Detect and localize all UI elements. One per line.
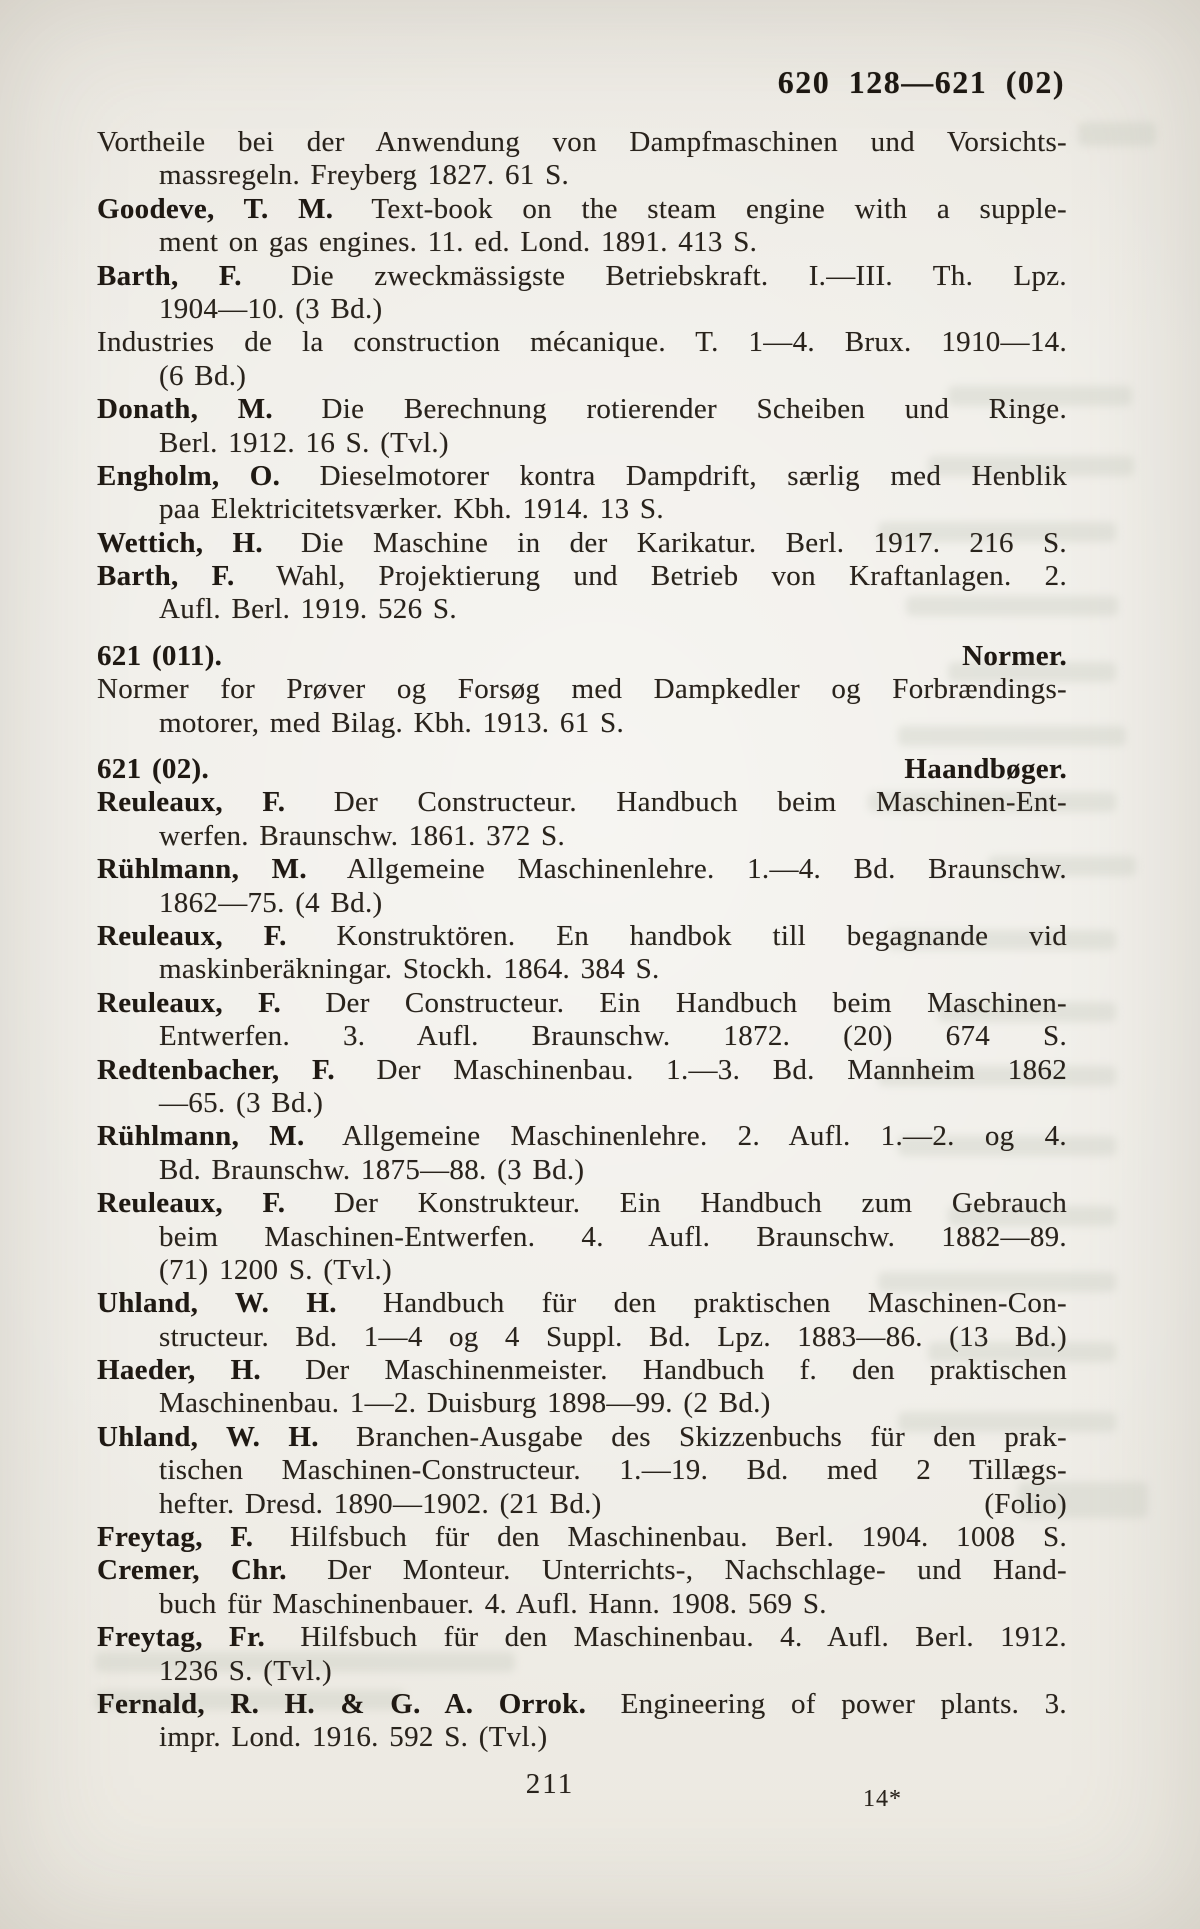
entry-text: 1236 S. (Tvl.) bbox=[159, 1654, 332, 1687]
entry-author: Rühlmann, M. bbox=[97, 853, 307, 886]
entry-author: Freytag, F. bbox=[97, 1521, 254, 1554]
entry-text: Text-book on the steam engine with a supple- bbox=[371, 192, 1068, 225]
entry-text: maskinberäkningar. Stockh. 1864. 384 S. bbox=[159, 953, 660, 986]
entry-text: Die Berechnung rotierender Scheiben und Ringe. bbox=[321, 393, 1067, 426]
section-heading bbox=[97, 640, 1067, 673]
entry-text: —65. (3 Bd.) bbox=[159, 1086, 324, 1119]
entry-author: Fernald, R. H. & G. A. Orrok. bbox=[97, 1687, 587, 1720]
catalog-entry-line bbox=[97, 1554, 1067, 1587]
entry-text: Allgemeine Maschinenlehre. 1.—4. Bd. Braunschw. bbox=[346, 853, 1067, 886]
entry-text: Vortheile bei der Anwendung von Dampfmaschinen und Vorsichts- bbox=[97, 126, 1067, 158]
entry-text: Der Maschinenmeister. Handbuch f. den praktischen bbox=[305, 1354, 1067, 1387]
catalog-entry-line bbox=[97, 920, 1067, 953]
catalog-line-continuation bbox=[97, 1588, 1067, 1621]
catalog-entry-line bbox=[97, 1187, 1067, 1220]
catalog-line-continuation bbox=[97, 820, 1067, 853]
folio-note: (Folio) bbox=[984, 1487, 1067, 1520]
catalog-line-continuation bbox=[97, 1087, 1067, 1120]
entry-author: Cremer, Chr. bbox=[97, 1554, 287, 1587]
entry-text: beim Maschinen-Entwerfen. 4. Aufl. Braunschw. 1882—89. bbox=[159, 1220, 1067, 1253]
entry-author: Barth, F. bbox=[97, 259, 242, 292]
entry-text: Konstruktören. En handbok till begagnande vid bbox=[336, 919, 1067, 952]
catalog-line-continuation bbox=[97, 887, 1067, 920]
catalog-line-continuation bbox=[97, 1321, 1067, 1354]
entry-text: Hilfsbuch für den Maschinenbau. Berl. 1904. 1008 S. bbox=[289, 1521, 1067, 1554]
section-heading bbox=[97, 753, 1067, 786]
catalog-line-continuation bbox=[97, 1221, 1067, 1254]
entry-author: Engholm, O. bbox=[97, 459, 281, 492]
entry-text: massregeln. Freyberg 1827. 61 S. bbox=[159, 159, 570, 192]
catalog-line-continuation bbox=[97, 1254, 1067, 1287]
entry-author: Wettich, H. bbox=[97, 526, 263, 559]
entry-text: motorer, med Bilag. Kbh. 1913. 61 S. bbox=[159, 706, 625, 739]
catalog-entry-line bbox=[97, 1120, 1067, 1153]
entry-text: buch für Maschinenbauer. 4. Aufl. Hann. 1908. 569 S. bbox=[159, 1587, 827, 1620]
entry-author: Rühlmann, M. bbox=[97, 1120, 305, 1153]
catalog-line-continuation bbox=[97, 226, 1067, 259]
entry-author: Haeder, H. bbox=[97, 1354, 261, 1387]
entry-text: impr. Lond. 1916. 592 S. (Tvl.) bbox=[159, 1721, 548, 1754]
catalog-entry-line bbox=[97, 853, 1067, 886]
catalog-line-continuation bbox=[97, 493, 1067, 526]
catalog-line-continuation bbox=[97, 1020, 1067, 1053]
entry-text: tischen Maschinen-Constructeur. 1.—19. Bd. med 2 Tillægs- bbox=[159, 1454, 1067, 1487]
entry-author: Uhland, W. H. bbox=[97, 1420, 319, 1453]
catalog-entry-line bbox=[97, 260, 1067, 293]
entry-text: Der Maschinenbau. 1.—3. Bd. Mannheim 1862 bbox=[376, 1053, 1067, 1086]
entry-text: Die zweckmässigste Betriebskraft. I.—III. Th. Lpz. bbox=[291, 259, 1067, 292]
catalog-line-continuation bbox=[97, 593, 1067, 626]
entry-text: Bd. Braunschw. 1875—88. (3 Bd.) bbox=[159, 1153, 585, 1186]
entry-text: Handbuch für den praktischen Maschinen-Con- bbox=[382, 1287, 1067, 1320]
entry-text: paa Elektricitetsværker. Kbh. 1914. 13 S. bbox=[159, 493, 664, 526]
entry-text: 1862—75. (4 Bd.) bbox=[159, 886, 383, 919]
catalog-line-continuation bbox=[97, 1488, 1067, 1521]
entry-text: structeur. Bd. 1—4 og 4 Suppl. Bd. Lpz. 1883—86. (13 Bd.) bbox=[159, 1320, 1067, 1353]
catalog-entry-line bbox=[97, 1521, 1067, 1554]
catalog-line-continuation bbox=[97, 1154, 1067, 1187]
entry-text: Der Constructeur. Ein Handbuch beim Maschinen- bbox=[325, 986, 1067, 1019]
entry-author: Barth, F. bbox=[97, 560, 235, 593]
entry-text: Industries de la construction mécanique. T. 1—4. Brux. 1910—14. bbox=[97, 326, 1067, 359]
entry-text: Maschinenbau. 1—2. Duisburg 1898—99. (2 Bd.) bbox=[159, 1387, 771, 1420]
catalog-entry-line bbox=[97, 1054, 1067, 1087]
signature-mark: 14* bbox=[863, 1786, 902, 1812]
entry-text: ment on gas engines. 11. ed. Lond. 1891. 413 S. bbox=[159, 226, 758, 259]
catalog-entry-line bbox=[97, 527, 1067, 560]
entry-text: Aufl. Berl. 1919. 526 S. bbox=[159, 593, 457, 626]
catalog-entry-line bbox=[97, 1287, 1067, 1320]
entry-author: Goodeve, T. M. bbox=[97, 192, 334, 225]
section-classmark: 621 (02). bbox=[97, 753, 210, 786]
catalog-entry-line bbox=[97, 987, 1067, 1020]
entry-text: Allgemeine Maschinenlehre. 2. Aufl. 1.—2. og 4. bbox=[342, 1120, 1067, 1153]
entry-text: 1904—10. (3 Bd.) bbox=[159, 292, 383, 325]
catalog-line-continuation bbox=[97, 953, 1067, 986]
entry-text: Dieselmotorer kontra Dampdrift, særlig med Henblik bbox=[319, 459, 1068, 492]
catalog-entry-line bbox=[97, 1621, 1067, 1654]
section-title: Normer. bbox=[962, 639, 1067, 672]
entry-author: Uhland, W. H. bbox=[97, 1287, 337, 1320]
entry-author: Freytag, Fr. bbox=[97, 1621, 266, 1654]
catalog-entry-line bbox=[97, 786, 1067, 819]
catalog-entry-line bbox=[97, 673, 1067, 706]
catalog-line-continuation bbox=[97, 707, 1067, 740]
catalog-line-continuation bbox=[97, 1387, 1067, 1420]
entry-text: (71) 1200 S. (Tvl.) bbox=[159, 1253, 392, 1286]
entry-text: Engineering of power plants. 3. bbox=[620, 1687, 1067, 1720]
catalog-entry-line bbox=[97, 326, 1067, 359]
entry-text: hefter. Dresd. 1890—1902. (21 Bd.) bbox=[159, 1487, 602, 1520]
catalog-entry-line bbox=[97, 393, 1067, 426]
entry-text: Hilfsbuch für den Maschinenbau. 4. Aufl. Berl. 1912. bbox=[300, 1621, 1067, 1654]
entry-text: Normer for Prøver og Forsøg med Dampkedler og Forbrændings- bbox=[97, 673, 1067, 706]
catalog-entry-line bbox=[97, 193, 1067, 226]
entry-author: Reuleaux, F. bbox=[97, 786, 286, 819]
entry-text: Berl. 1912. 16 S. (Tvl.) bbox=[159, 426, 449, 459]
entry-author: Reuleaux, F. bbox=[97, 1187, 286, 1220]
entry-text: werfen. Braunschw. 1861. 372 S. bbox=[159, 819, 566, 852]
catalog-lines bbox=[97, 126, 1067, 1755]
page-number: 211 bbox=[525, 1768, 575, 1800]
catalog-line-continuation bbox=[97, 1655, 1067, 1688]
catalog-entry-line bbox=[97, 1354, 1067, 1387]
entry-text: (6 Bd.) bbox=[159, 359, 247, 392]
catalog-entry-line bbox=[97, 1688, 1067, 1721]
entry-text: Der Konstrukteur. Ein Handbuch zum Gebrauch bbox=[333, 1187, 1067, 1220]
catalog-line-continuation bbox=[97, 159, 1067, 192]
entry-text: Entwerfen. 3. Aufl. Braunschw. 1872. (20) 674 S. bbox=[159, 1020, 1067, 1053]
entry-author: Donath, M. bbox=[97, 393, 273, 426]
catalog-line-continuation bbox=[97, 1454, 1067, 1487]
catalog-entry-line bbox=[97, 460, 1067, 493]
catalog-line-continuation bbox=[97, 293, 1067, 326]
entry-text: Wahl, Projektierung und Betrieb von Kraftanlagen. 2. bbox=[276, 560, 1067, 593]
catalog-entry-line bbox=[97, 126, 1067, 159]
entry-text: Branchen-Ausgabe des Skizzenbuchs für den prak- bbox=[356, 1420, 1067, 1453]
catalog-line-continuation bbox=[97, 360, 1067, 393]
catalog-line-continuation bbox=[97, 427, 1067, 460]
entry-text: Der Monteur. Unterrichts-, Nachschlage- und Hand- bbox=[327, 1554, 1067, 1587]
entry-author: Reuleaux, F. bbox=[97, 986, 282, 1019]
catalog-entry-line bbox=[97, 560, 1067, 593]
catalog-line-continuation bbox=[97, 1721, 1067, 1754]
section-classmark: 621 (011). bbox=[97, 639, 223, 672]
catalog-entry-line bbox=[97, 1421, 1067, 1454]
entry-text: Die Maschine in der Karikatur. Berl. 1917. 216 S. bbox=[301, 526, 1067, 559]
section-title: Haandbøger. bbox=[904, 753, 1067, 786]
entry-author: Reuleaux, F. bbox=[97, 919, 287, 952]
entry-author: Redtenbacher, F. bbox=[97, 1053, 335, 1086]
bleedthrough-smudge bbox=[1078, 122, 1156, 146]
page-header-classmark: 620 128—621 (02) bbox=[777, 64, 1065, 100]
entry-text: Der Constructeur. Handbuch beim Maschinen-Ent- bbox=[333, 786, 1067, 819]
